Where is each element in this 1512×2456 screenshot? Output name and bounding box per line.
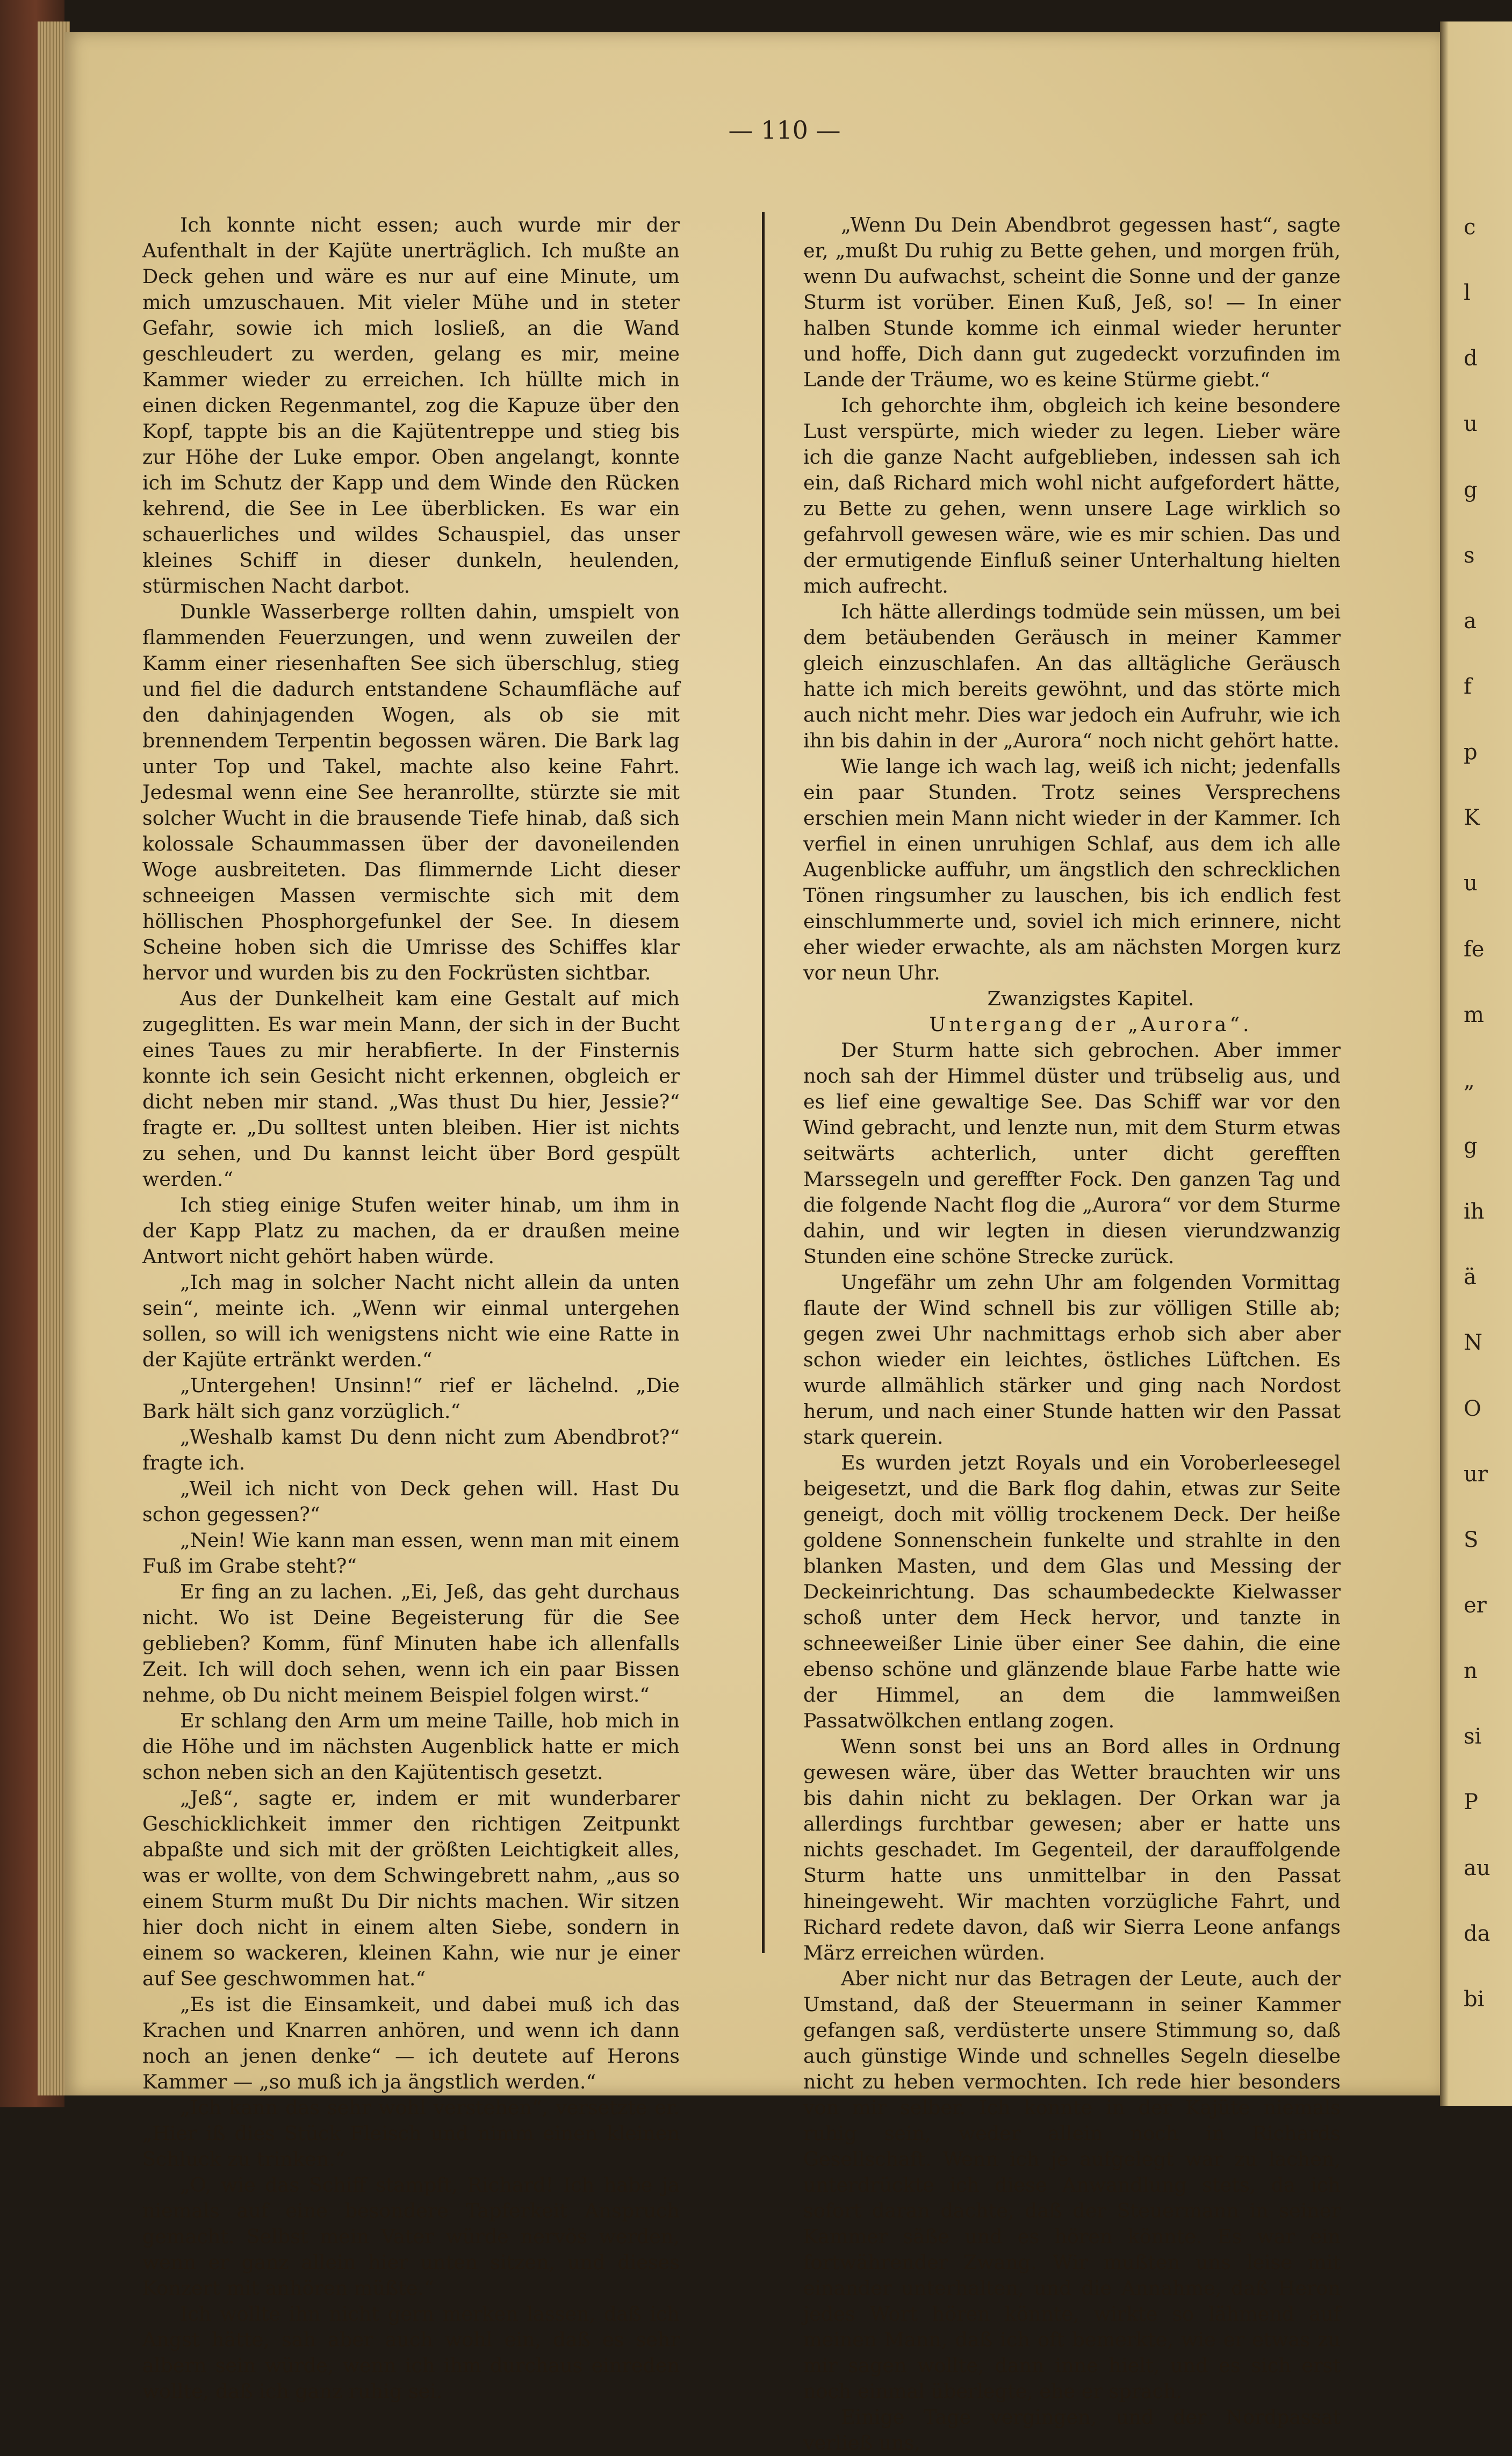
next-page-fragment: P [1464, 1790, 1478, 1815]
next-page-fragment: f [1464, 674, 1472, 699]
paragraph: „Wenn Du Dein Abendbrot gegessen hast“, sagte er, „mußt Du ruhig zu Bette gehen, und morgen früh, wenn Du aufwachst, scheint die Sonne und der ganze Sturm ist vorüber. Einen Kuß, Jeß, so! — In einer halben Stunde komme ich einmal wieder herunter und hoffe, Dich dann gut zugedeckt vorzufinden im Lande der Träume, wo es keine Stürme giebt.“ [803, 213, 1341, 391]
next-page-fragment: m [1464, 1002, 1484, 1027]
next-page-fragment: er [1464, 1593, 1487, 1618]
next-page-fragment: si [1464, 1724, 1482, 1749]
next-page-fragment: K [1464, 805, 1480, 831]
next-page-fragment: „ [1464, 1068, 1475, 1093]
next-page-fragment: u [1464, 412, 1478, 437]
paragraph: Wie lange ich wach lag, weiß ich nicht; jedenfalls ein paar Stunden. Trotz seines Versprechens erschien mein Mann nicht wieder in der Kammer. Ich verfiel in einen unruhigen Schlaf, aus dem ich alle Augenblicke auffuhr, um ängstlich den schrecklichen Tönen ringsumher zu lauschen, bis ich endlich fest einschlummerte und, soviel ich mich erinnere, nicht eher wieder erwachte, als am nächsten Morgen kurz vor neun Uhr. [803, 755, 1341, 984]
paragraph: „Jeß“, sagte er, indem er mit wunderbarer Geschicklichkeit immer den richtigen Zeitpunkt abpaßte und sich mit der größten Leichtigkeit alles, was er wollte, von dem Schwingebrett nahm, „aus so einem Sturm mußt Du Dir nichts machen. Wir sitzen hier doch nicht in einem alten Siebe, sondern in einem so wackeren, kleinen Kahn, wie nur je einer auf See geschwommen hat.“ [142, 1787, 680, 1990]
paragraph: „Ich kann das sehr wohl verstehen“, versetzte er. „Hier iß dies Stück Fleisch und nimm einen kleinen Schluck zu trinken.“ [142, 2096, 680, 2171]
chapter-subtitle: Untergang der „Aurora“. [929, 1013, 1252, 1036]
next-page-fragment: bi [1464, 1986, 1485, 2012]
paragraph: Ich konnte nicht essen; auch wurde mir der Aufenthalt in der Kajüte unerträglich. Ich mußte an Deck gehen und wäre es nur auf eine Minute, um mich umzuschauen. Mit vieler Mühe und in steter Gefahr, sowie ich mich losließ, an die Wand geschleudert zu werden, gelang es mir, meine Kammer wieder zu erreichen. Ich hüllte mich in einen dicken Regenmantel, zog die Kapuze über den Kopf, tappte bis an die Kajütentreppe und stieg bis zur Höhe der Luke empor. Oben angelangt, konnte ich im Schutz der Kapp und dem Winde den Rücken kehrend, die See in Lee überblicken. Es war ein schauerliches und wildes Schauspiel, das unser kleines Schiff in dieser dunkeln, heulenden, stürmischen Nacht darbot. [142, 213, 680, 597]
paragraph: „Nein! Wie kann man essen, wenn man mit einem Fuß im Grabe steht?“ [142, 1529, 680, 1578]
paragraph: Ich stieg einige Stufen weiter hinab, um ihm in der Kapp Platz zu machen, da er draußen meine Antwort nicht gehört haben würde. [142, 1193, 680, 1268]
next-page-fragment: g [1464, 1134, 1478, 1158]
next-page-fragment: a [1464, 608, 1477, 633]
paragraph: „Weil ich nicht von Deck gehen will. Hast Du schon gegessen?“ [142, 1477, 680, 1526]
next-page-fragment: s [1464, 543, 1475, 568]
paragraph: Einige Tage vergingen, und der Nordpassat verließ uns, [803, 2405, 1341, 2454]
paragraph: Ich hätte allerdings todmüde sein müssen, um bei dem betäubenden Geräusch in meiner Kammer gleich einzuschlafen. An das alltägliche Geräusch hatte ich mich bereits gewöhnt, und das störte mich auch nicht mehr. Dies war jedoch ein Aufruhr, wie ich ihn bis dahin in der „Aurora“ noch nicht gehört hatte. [803, 600, 1341, 752]
paragraph: Aus der Dunkelheit kam eine Gestalt auf mich zugeglitten. Es war mein Mann, der sich in der Bucht eines Taues zu mir herabfierte. In der Finsternis konnte ich sein Gesicht nicht erkennen, obgleich er dicht neben mir stand. „Was thust Du hier, Jessie?“ fragte er. „Du solltest unten bleiben. Hier ist nichts zu sehen, und Du kannst leicht über Bord gespült werden.“ [142, 987, 680, 1191]
next-page-fragment: g [1464, 477, 1478, 502]
column-divider [762, 212, 765, 1953]
next-page-fragment: O [1464, 1396, 1481, 1421]
next-page-fragment: c [1464, 215, 1476, 240]
next-page-fragment: da [1464, 1921, 1491, 1946]
paragraph: „Weshalb kamst Du denn nicht zum Abendbrot?“ fragte ich. [142, 1425, 680, 1474]
paragraph: Es wurden jetzt Royals und ein Voroberleesegel beigesetzt, und die Bark flog dahin, etwas zur Seite geneigt, doch mit völlig trockenem Deck. Der heiße goldene Sonnenschein funkelte und strahlte in den blanken Masten, und dem Glas und Messing der Deckeinrichtung. Das schaumbedeckte Kielwasser schoß unter dem Heck hervor, und tanzte in schneeweißer Linie über einer See dahin, die eine ebenso schöne und glänzende blaue Farbe hatte wie der Himmel, an dem die lammweißen Passatwölkchen entlang zogen. [803, 1451, 1341, 1732]
paragraph: „O, wie das Schiff stampft, Richard! Ich habe ja niemals auf eine besondere Tapferkeit Anspruch gemacht. Selbst mein Vater würde nervös werden, wenn er ganz allein hier unten sitzen, und dieses Konzert mit anhören müßte.“ [142, 2173, 680, 2300]
left-column [142, 212, 680, 2403]
next-page-fragment: d [1464, 346, 1478, 371]
next-page-fragment: S [1464, 1527, 1479, 1552]
paragraph: Ungefähr um zehn Uhr am folgenden Vormittag flaute der Wind schnell bis zur völligen Stille ab; gegen zwei Uhr nachmittags erhob sich aber aber schon wieder ein leichtes, östliches Lüftchen. Es wurde allmählich stärker und ging nach Nordost herum, und nach einer Stunde hatten wir den Passat stark querein. [803, 1271, 1341, 1449]
next-page-fragment: ih [1464, 1199, 1485, 1225]
paragraph: Er schlang den Arm um meine Taille, hob mich in die Höhe und im nächsten Augenblick hatte er mich schon neben sich an den Kajütentisch gesetzt. [142, 1709, 680, 1784]
paragraph: Dunkle Wasserberge rollten dahin, umspielt von flammenden Feuerzungen, und wenn zuweilen der Kamm einer riesenhaften See sich überschlug, stieg und fiel die dadurch entstandene Schaumfläche auf den dahinjagenden Wogen, als ob sie mit brennendem Terpentin begossen wären. Die Bark lag unter Top und Takel, machte also keine Fahrt. Jedesmal wenn eine See heranrollte, stürzte sie mit solcher Wucht in die brausende Tiefe hinab, daß sich kolossale Schaummassen über der davoneilenden Woge ausbreiteten. Das flimmernde Licht dieser schneeigen Massen vermischte sich mit dem höllischen Phosphorgefunkel der See. In diesem Scheine hoben sich die Umrisse des Schiffes klar hervor und wurden bis zu den Fockrüsten sichtbar. [142, 600, 680, 984]
next-page-fragment: ä [1464, 1265, 1477, 1290]
paragraph: „Untergehen! Unsinn!“ rief er lächelnd. „Die Bark hält sich ganz vorzüglich.“ [142, 1374, 680, 1423]
paragraph: „Ich mag in solcher Nacht nicht allein da unten sein“, meinte ich. „Wenn wir einmal untergehen sollen, so will ich wenigstens nicht wie eine Ratte in der Kajüte ertränkt werden.“ [142, 1271, 680, 1371]
next-page-fragment: N [1464, 1330, 1482, 1356]
next-page-fragment: au [1464, 1855, 1491, 1881]
right-column [803, 212, 1341, 2454]
paragraph: Ich wollte ihn nicht gern merken lassen, daß ich Angst hätte, sah aber auch wohl ein, daß es sehr albern sein würde, wenn ich ihm durchaus einreden wollte, daß ich ganz ruhig sei. [142, 2302, 680, 2403]
paragraph: Aber nicht nur das Betragen der Leute, auch der Umstand, daß der Steuermann in seiner Kammer gefangen saß, verdüsterte unsere Stimmung so, daß auch günstige Winde und schnelles Segeln dieselbe nicht zu heben vermochten. Ich rede hier besonders von mir selber. Ich konnte in der Kajüte niemals ruhig sein, weder allein noch in Richards Gesellschaft. Wenn ich je aufgelegt war zu lachen, unterdrückte ich diese Anwandlung stets, da ich sofort daran dachte, daß der Steuermann in seiner Kammer säße und es hören könnte. Es war ein fortwährender Zwang. Wir mußten uns leise mit einander unterhalten, und die Annahme, daß Heron jedes Wort hören könnte, wirkte so lähmend auf meinen Mann, daß ich oft bemerkte, wie er etwas zu mir sagen wollte, dann inne hielt, und es sich erst noch einmal überlegte, ehe er sprach. [803, 1967, 1341, 2403]
chapter-title: Zwanzigstes Kapitel. [987, 987, 1194, 1010]
paragraph: Er fing an zu lachen. „Ei, Jeß, das geht durchaus nicht. Wo ist Deine Begeisterung für die See geblieben? Komm, fünf Minuten habe ich allenfalls Zeit. Ich will doch sehen, wenn ich ein paar Bissen nehme, ob Du nicht meinem Beispiel folgen wirst.“ [142, 1580, 680, 1706]
next-page-fragment: l [1464, 280, 1471, 306]
next-page-edge [1440, 21, 1512, 2106]
paragraph: Wenn sonst bei uns an Bord alles in Ordnung gewesen wäre, über das Wetter brauchten wir uns bis dahin nicht zu beklagen. Der Orkan war ja allerdings furchtbar gewesen; aber er hatte uns nichts geschadet. Im Gegenteil, der darauffolgende Sturm hatte uns unmittelbar in den Passat hineingeweht. Wir machten vorzügliche Fahrt, und Richard redete davon, daß wir Sierra Leone anfangs März erreichen würden. [803, 1735, 1341, 1964]
page-number: — 110 — [728, 116, 841, 145]
next-page-fragment: ur [1464, 1461, 1488, 1487]
paragraph: Ich gehorchte ihm, obgleich ich keine besondere Lust verspürte, mich wieder zu legen. Lieber wäre ich die ganze Nacht aufgeblieben, indessen sah ich ein, daß Richard mich wohl nicht aufgefordert hätte, zu Bette zu gehen, wenn unsere Lage wirklich so gefahrvoll gewesen wäre, wie es mir schien. Das und der ermutigende Einfluß seiner Unterhaltung hielten mich aufrecht. [803, 394, 1341, 597]
next-page-fragment: u [1464, 871, 1478, 896]
paragraph: Der Sturm hatte sich gebrochen. Aber immer noch sah der Himmel düster und trübselig aus, und es lief eine gewaltige See. Das Schiff war vor den Wind gebracht, und lenzte nun, mit dem Sturm etwas seitwärts achterlich, unter dicht gerefften Marssegeln und gereffter Fock. Den ganzen Tag und die folgende Nacht flog die „Aurora“ vor dem Sturme dahin, und wir legten in diesen vierundzwanzig Stunden eine schöne Strecke zurück. [803, 1039, 1341, 1268]
next-page-fragment: n [1464, 1659, 1478, 1684]
paragraph: „Es ist die Einsamkeit, und dabei muß ich das Krachen und Knarren anhören, und wenn ich dann noch an jenen denke“ — ich deutete auf Herons Kammer — „so muß ich ja ängstlich werden.“ [142, 1993, 680, 2093]
next-page-fragment: p [1464, 740, 1478, 765]
next-page-fragment: fe [1464, 937, 1485, 962]
